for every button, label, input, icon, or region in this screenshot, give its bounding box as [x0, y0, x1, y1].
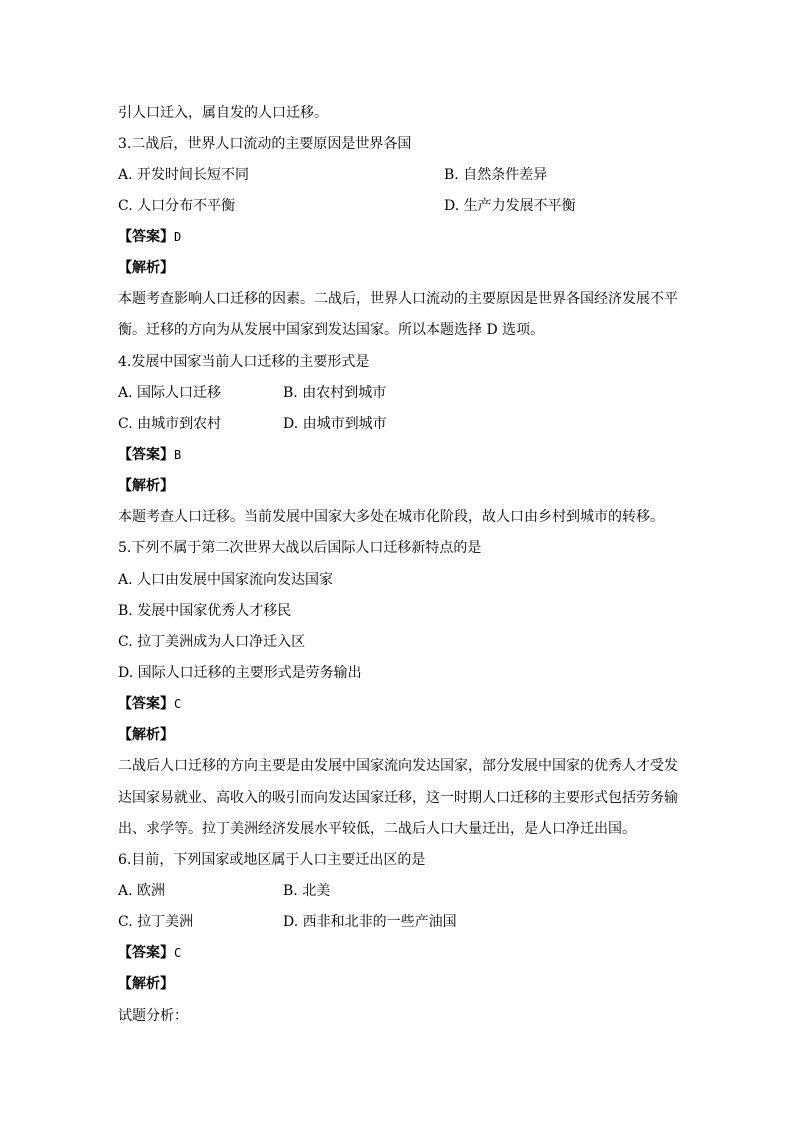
answer-5	[118, 694, 181, 714]
analysis-3-line-2: 衡。迁移的方向为从发展中国家到发达国家。所以本题选择 D 选项。	[118, 322, 545, 338]
answer-label: 【答案】	[118, 229, 174, 245]
analysis-4-label: 【解析】	[118, 478, 174, 494]
question-3-option-a: A. 开发时间长短不同	[118, 167, 250, 183]
answer-label: 【答案】	[118, 696, 174, 712]
analysis-6-line-1: 试题分析：	[118, 1008, 188, 1024]
analysis-5-label: 【解析】	[118, 727, 174, 743]
answer-value: C	[174, 946, 182, 960]
answer-value: B	[174, 448, 182, 462]
question-4-option-a: A. 国际人口迁移	[118, 385, 222, 401]
answer-value: D	[174, 230, 182, 244]
question-5-option-a: A. 人口由发展中国家流向发达国家	[118, 572, 334, 588]
question-4-option-b: B. 由农村到城市	[283, 385, 387, 401]
question-5-option-b: B. 发展中国家优秀人才移民	[118, 603, 292, 619]
question-5-option-d: D. 国际人口迁移的主要形式是劳务输出	[118, 665, 362, 681]
analysis-5-line-1: 二战后人口迁移的方向主要是由发展中国家流向发达国家，部分发展中国家的优秀人才受发	[118, 758, 678, 774]
question-6-option-a: A. 欧洲	[118, 883, 166, 899]
analysis-4-line-1: 本题考查人口迁移。当前发展中国家大多处在城市化阶段，故人口由乡村到城市的转移。	[118, 509, 664, 525]
question-6-option-d: D. 西非和北非的一些产油国	[283, 914, 457, 930]
question-5-option-c: C. 拉丁美洲成为人口净迁入区	[118, 634, 306, 650]
answer-label: 【答案】	[118, 447, 174, 463]
question-6: 6.目前，下列国家或地区属于人口主要迁出区的是	[118, 852, 426, 868]
analysis-6-label: 【解析】	[118, 976, 174, 992]
analysis-3-label: 【解析】	[118, 260, 174, 276]
answer-label: 【答案】	[118, 945, 174, 961]
question-6-option-c: C. 拉丁美洲	[118, 914, 194, 930]
question-5: 5.下列不属于第二次世界大战以后国际人口迁移新特点的是	[118, 540, 482, 556]
text-line: 引人口迁入，属自发的人口迁移。	[118, 105, 328, 121]
question-3-option-d: D. 生产力发展不平衡	[444, 198, 576, 214]
question-3: 3.二战后，世界人口流动的主要原因是世界各国	[118, 136, 412, 152]
answer-4	[118, 445, 181, 465]
question-6-option-b: B. 北美	[283, 883, 331, 899]
analysis-5-line-3: 出、求学等。拉丁美洲经济发展水平较低，二战后人口大量迁出，是人口净迁出国。	[118, 821, 636, 837]
analysis-3-line-1: 本题考查影响人口迁移的因素。二战后，世界人口流动的主要原因是世界各国经济发展不平	[118, 291, 678, 307]
answer-6	[118, 943, 181, 963]
question-3-option-b: B. 自然条件差异	[444, 167, 548, 183]
question-4-option-d: D. 由城市到城市	[283, 416, 387, 432]
answer-3	[118, 227, 181, 247]
question-4-option-c: C. 由城市到农村	[118, 416, 222, 432]
question-4: 4.发展中国家当前人口迁移的主要形式是	[118, 354, 370, 370]
answer-value: C	[174, 697, 182, 711]
analysis-5-line-2: 达国家易就业、高收入的吸引而向发达国家迁移，这一时期人口迁移的主要形式包括劳务输	[118, 790, 678, 806]
question-3-option-c: C. 人口分布不平衡	[118, 198, 236, 214]
